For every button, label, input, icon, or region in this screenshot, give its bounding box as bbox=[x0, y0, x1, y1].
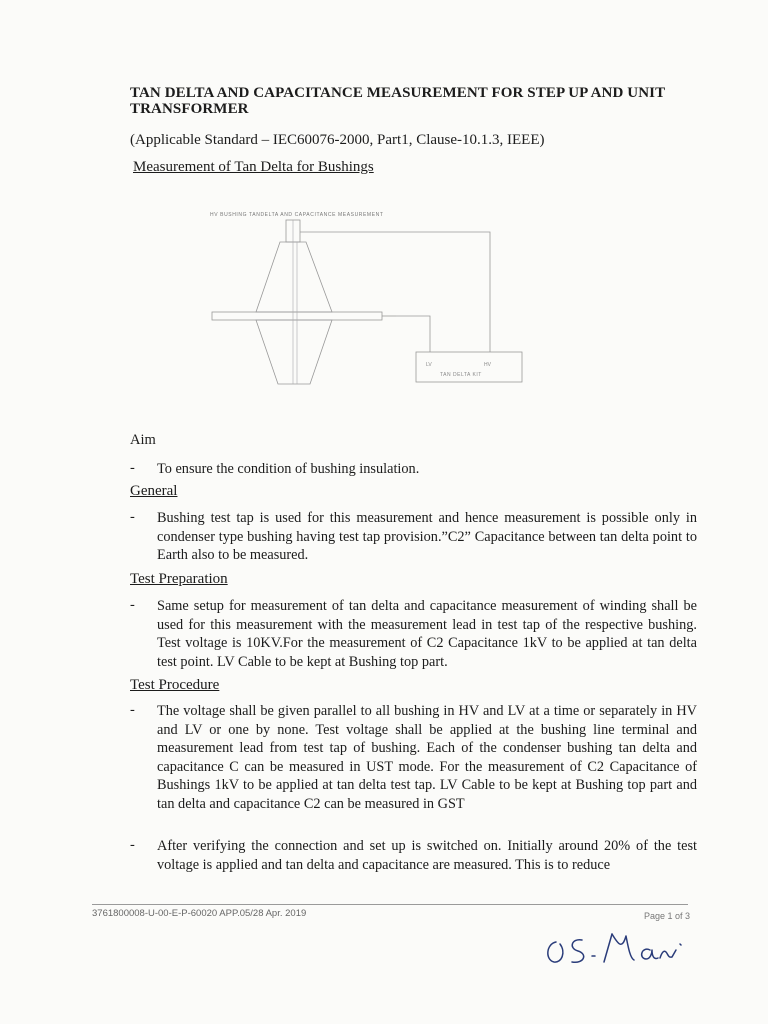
bullet-dash: - bbox=[130, 702, 135, 718]
bullet-dash: - bbox=[130, 460, 135, 476]
lv-lead bbox=[396, 316, 430, 352]
bullet-dash: - bbox=[130, 837, 135, 853]
kit-hv-label: HV bbox=[484, 362, 491, 368]
diagram-caption: HV BUSHING TANDELTA AND CAPACITANCE MEASUREMENT bbox=[210, 212, 384, 218]
footer-divider bbox=[92, 904, 688, 905]
preparation-heading: Test Preparation bbox=[130, 571, 228, 587]
kit-label: TAN DELTA KIT bbox=[440, 372, 482, 378]
bushing-diagram bbox=[200, 200, 540, 400]
procedure-text-1: The voltage shall be given parallel to all bushing in HV and LV at a time or separately in HV and LV or one by none. Test voltage shall be applied at the bushing line terminal and measurement lead from test tap of bushing. Each of the condenser bushing tan delta and capacitance C can be measured in UST mode. For the measurement of C2 Capacitance of Bushings 1kV to be applied at tan delta test tap. LV Cable to be kept at Bushing top part and tan delta and capacitance C2 can be measured in GST bbox=[157, 703, 697, 812]
document-reference: 3761800008-U-00-E-P-60020 APP.05/28 Apr. 2019 bbox=[92, 908, 307, 919]
hv-lead bbox=[300, 232, 490, 352]
document-title: TAN DELTA AND CAPACITANCE MEASUREMENT FOR STEP UP AND UNIT TRANSFORMER bbox=[130, 85, 665, 117]
kit-lv-label: LV bbox=[426, 362, 432, 368]
preparation-text: Same setup for measurement of tan delta and capacitance measurement of winding shall be used for this measurement with the measurement lead in test tap of the respective bushing. Test voltage is 10KV.For the measurement of C2 Capacitance 1kV to be applied at tan delta test point. LV Cable to be kept at Bushing top part. bbox=[157, 598, 697, 670]
applicable-standard: (Applicable Standard – IEC60076-2000, Part1, Clause-10.1.3, IEEE) bbox=[130, 132, 545, 148]
page-number: Page 1 of 3 bbox=[644, 911, 691, 921]
bullet-dash: - bbox=[130, 597, 135, 613]
bushing-section-heading: Measurement of Tan Delta for Bushings bbox=[133, 159, 374, 175]
procedure-heading: Test Procedure bbox=[130, 677, 220, 693]
procedure-text-2: After verifying the connection and set up is switched on. Initially around 20% of the test voltage is applied and tan delta and capacitance are measured. This is to reduce bbox=[157, 838, 697, 873]
handwritten-signature bbox=[542, 928, 682, 973]
bushing-upper-porcelain bbox=[256, 242, 332, 312]
bullet-dash: - bbox=[130, 509, 135, 525]
general-heading: General bbox=[130, 483, 178, 499]
aim-text: To ensure the condition of bushing insulation. bbox=[157, 461, 420, 477]
general-text: Bushing test tap is used for this measurement and hence measurement is possible only in condenser type bushing having test tap provision.”C2” Capacitance between tan delta point to Earth also to be measured. bbox=[157, 510, 697, 564]
bushing-lower-porcelain bbox=[256, 320, 332, 384]
aim-heading: Aim bbox=[130, 432, 156, 448]
